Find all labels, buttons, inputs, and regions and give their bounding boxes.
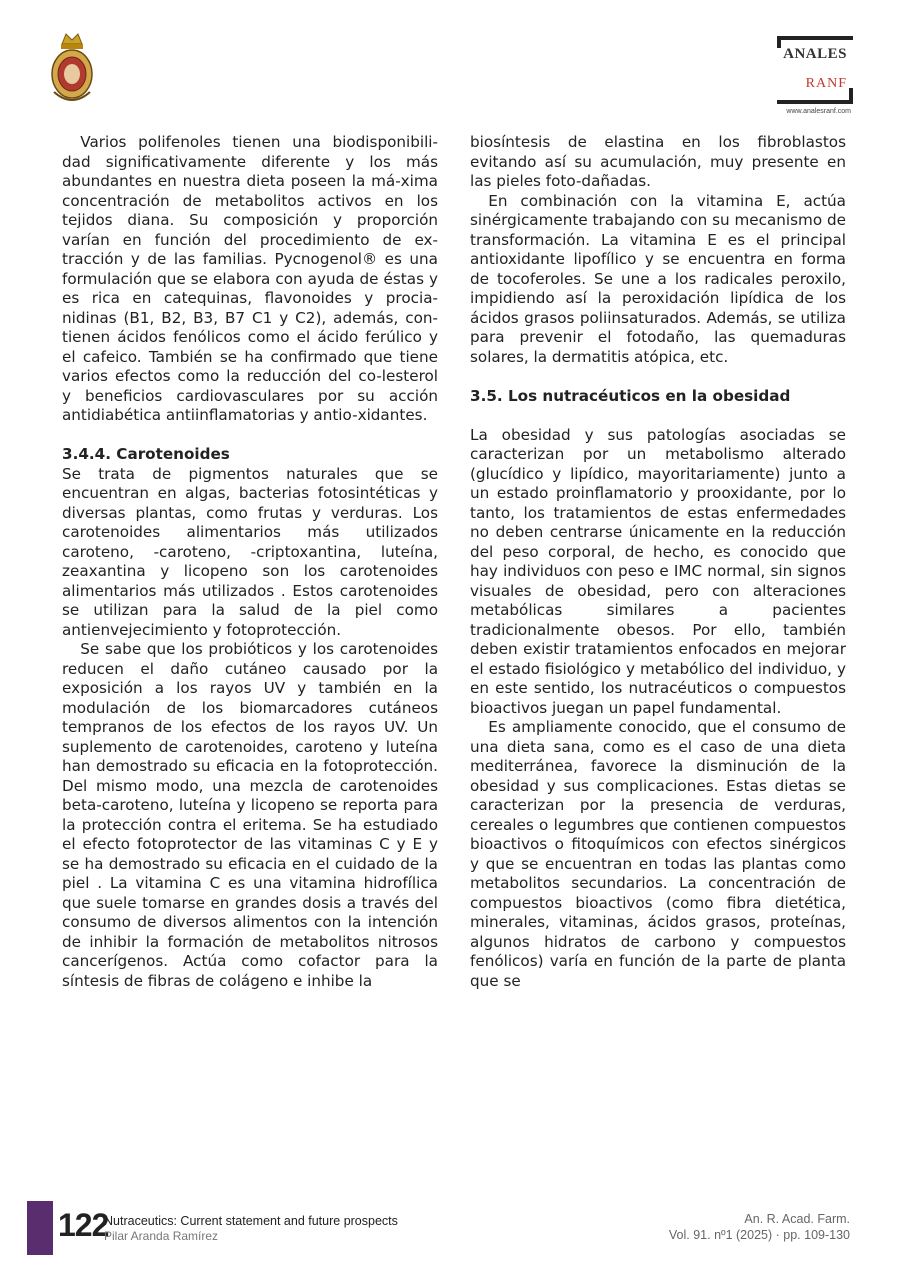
paragraph-elastin: biosíntesis de elastina en los fibroblastos evitando así su acumulación, muy presente en las pieles foto-dañadas. — [470, 133, 846, 190]
logo-url-link[interactable]: www.analesranf.com — [786, 108, 851, 115]
section-heading-carotenoids: 3.4.4. Carotenoides — [62, 445, 230, 463]
paragraph-mediterranean-diet: Es ampliamente conocido, que el consumo de una dieta sana, como es el caso de una dieta mediterránea, favorece la disminución de la obesidad y sus complicaciones. Estas dietas se caracterizan por la presencia de verduras, cereales o legumbres que contienen compuestos bioactivos o fitoquímicos con efectos sinérgicos y que se encuentran en todas las plantas como metabolitos secundarios. La concentración de compuestos bioactivos (como fibra dietética, minerales, vitaminas, ácidos grasos, proteínas, algunos hidratos de carbono y compuestos fenólicos) varía en función de la parte de planta que se — [470, 718, 846, 990]
footer-volume: Vol. 91. nº1 (2025) · pp. 109-130 — [668, 1228, 850, 1242]
footer-article-title: Nutraceutics: Current statement and future prospects — [104, 1214, 398, 1228]
section-heading-obesity: 3.5. Los nutracéuticos en la obesidad — [470, 386, 791, 405]
academy-crest-icon — [48, 30, 96, 106]
logo-anales-text: ANALES — [783, 46, 847, 62]
right-column — [470, 133, 846, 991]
paragraph-vitamin-e: En combinación con la vitamina E, actúa sinérgicamente trabajando con su mecanismo de transformación. La vitamina E es el principal antioxidante lipofílico y se encuentra en forma de tocoferoles. Se une a los radicales peroxilo, impidiendo así la peroxidación lipídica de los ácidos grasos poliinsaturados. Además, se utiliza para prevenir el fotodaño, las quemaduras solares, la dermatitis atópica, etc. — [470, 191, 846, 366]
logo-bracket-bottom — [777, 88, 853, 104]
logo-ranf-text: RANF — [805, 76, 847, 91]
paragraph-obesity-intro: La obesidad y sus patologías asociadas se caracterizan por un metabolismo alterado (glucídico y lipídico, mayoritariamente) junto a un estado proinflamatorio y prooxidante, por lo tanto, los tratamientos de estas enfermedades no deben centrarse únicamente en la reducción del peso corporal, de hecho, es conocido que hay individuos con peso e IMC normal, sin signos visuales de obesidad, pero con alteraciones metabólicas similares a pacientes tradicionalmente obesos. Por ello, también deben existir tratamientos enfocados en mejorar el estado fisiológico y metabólico del individuo, y en este sentido, los nutracéuticos o compuestos bioactivos juegan un papel fundamental. — [470, 425, 846, 717]
journal-logo — [763, 36, 855, 118]
paragraph-probiotics-carotenoids: Se sabe que los probióticos y los carotenoides reducen el daño cutáneo causado por la exposición a los rayos UV y también en la modulación de los biomarcadores cutáneos tempranos de los efectos de los rayos UV. Un suplemento de carotenoides, caroteno y luteína han demostrado su eficacia en la fotoprotección. Del mismo modo, una mezcla de carotenoides beta-caroteno, luteína y licopeno se reporta para la protección contra el eritema. Se ha estudiado el efecto fotoprotector de las vitaminas C y E y se ha demostrado su eficacia en el cuidado de la piel . La vitamina C es una vitamina hidrofílica que suele tomarse en grandes dosis a través del consumo de diversos alimentos con la intención de inhibir la formación de metabolitos nitrosos cancerígenos. Actúa como cofactor para la síntesis de fibras de colágeno e inhibe la — [62, 640, 438, 990]
paragraph-polyphenols: Varios polifenoles tienen una biodisponibili-dad significativamente diferente y los más abundantes en nuestra dieta poseen la má-xima concentración de metabolitos activos en los tejidos diana. Su composición y proporción varían en función del procedimiento de ex-tracción y de las familias. Pycnogenol® es una formulación que se elabora con ayuda de éstas y es rica en catequinas, flavonoides y procia-nidinas (B1, B2, B3, B7 C1 y C2), además, con-tienen ácidos fenólicos como el ácido ferúlico y el cafeico. También se ha confirmado que tiene varios efectos como la reducción del co-lesterol y beneficios cardiovasculares por su acción antidiabética antiinflamatorias y antio-xidantes. — [62, 133, 438, 424]
footer-journal: An. R. Acad. Farm. — [744, 1212, 850, 1226]
paragraph-carotenoids-intro: Se trata de pigmentos naturales que se encuentran en algas, bacterias fotosintéticas y diversas plantas, como frutas y verduras. Los carotenoides alimentarios más utilizados caroteno, -caroteno, -criptoxantina, luteína, zeaxantina y licopeno son los carotenoides alimentarios más utilizados . Estos carotenoides se utilizan para la salud de la piel como antienvejecimiento y fotoprotección. — [62, 464, 438, 639]
left-column — [62, 133, 438, 991]
footer-accent-bar — [27, 1201, 53, 1255]
footer-author: Pilar Aranda Ramírez — [104, 1229, 219, 1243]
page-number: 122 — [58, 1207, 109, 1243]
